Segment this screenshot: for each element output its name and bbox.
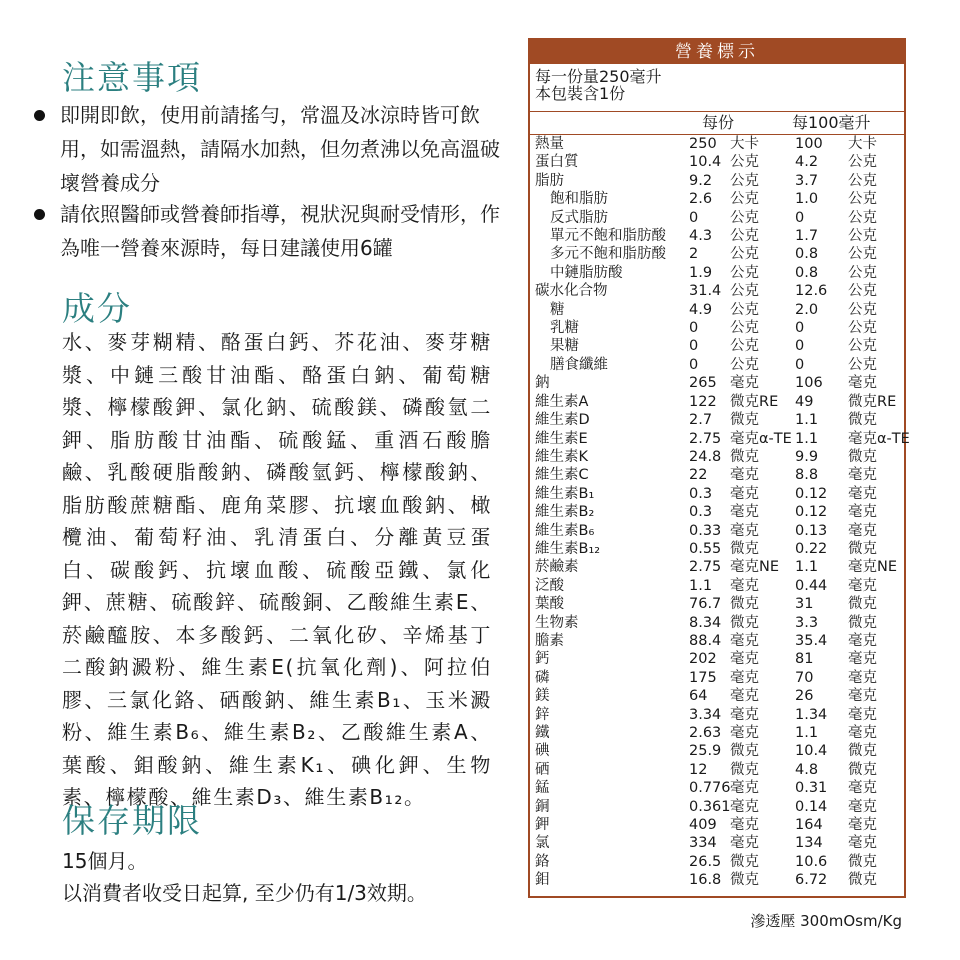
nutrition-rows — [530, 135, 910, 890]
nutrient-name: 磷 — [535, 669, 550, 686]
per-100ml-value: 1.7 — [795, 228, 819, 245]
notes-heading: 注意事項 — [62, 58, 202, 97]
nutrient-row — [530, 466, 904, 484]
per-serving-value: 25.9 — [689, 743, 722, 760]
nutrient-row — [530, 614, 904, 632]
per-100ml-unit: 微克 — [848, 743, 877, 760]
per-serving-unit: 毫克NE — [730, 559, 780, 576]
per-100ml-value: 0 — [795, 356, 805, 373]
ingredients-text: 水、麥芽糊精、酪蛋白鈣、芥花油、麥芽糖漿、中鏈三酸甘油酯、酪蛋白鈉、葡萄糖漿、檸檬酸鉀、氯化鈉、硫酸鎂、磷酸氫二鉀、脂肪酸甘油酯、硫酸錳、重酒石酸膽鹼、乳酸硬脂酸鈉、磷酸氫鈣、檸檬酸鈉、脂肪酸蔗糖酯、鹿角菜膠、抗壞血酸鈉、橄欖油、葡萄籽油、乳清蛋白、分離黃豆蛋白、碳酸鈣、抗壞血酸、硫酸亞鐵、氯化鉀、蔗糖、硫酸鋅、硫酸銅、乙酸維生素E、菸鹼醯胺、本多酸鈣、二氧化矽、辛烯基丁二酸鈉澱粉、維生素E(抗氧化劑)、阿拉伯膠、三氯化鉻、硒酸鈉、維生素B₁、玉米澱粉、維生素B₆、維生素B₂、乙酸維生素A、葉酸、鉬酸鈉、維生素K₁、碘化鉀、生物素、檸檬酸、維生素D₃、維生素B₁₂。 — [62, 330, 492, 809]
per-100ml-unit: 公克 — [848, 246, 877, 263]
per-100ml-unit: 微克 — [848, 614, 877, 631]
per-100ml-unit: 毫克 — [848, 651, 877, 668]
per-serving-value: 175 — [689, 669, 717, 686]
per-serving-value: 3.34 — [689, 706, 722, 723]
nutrient-row — [530, 669, 904, 687]
nutrient-row — [530, 798, 904, 816]
shelf-life-line-1: 15個月。 — [62, 849, 148, 873]
per-serving-value: 409 — [689, 817, 717, 834]
per-serving-unit: 毫克 — [730, 817, 759, 834]
per-100ml-unit: 毫克 — [848, 780, 877, 797]
per-100ml-value: 106 — [795, 375, 823, 392]
per-serving-value: 2.6 — [689, 191, 713, 208]
nutrient-row — [530, 687, 904, 705]
per-100ml-unit: 微克 — [848, 872, 877, 889]
per-100ml-unit: 毫克α-TE — [848, 430, 910, 447]
per-100ml-value: 6.72 — [795, 872, 828, 889]
nutrient-name: 飽和脂肪 — [550, 191, 608, 208]
nutrient-name: 維生素B₆ — [535, 522, 595, 539]
nutrient-row — [530, 190, 904, 208]
per-serving-unit: 毫克 — [730, 651, 759, 668]
nutrient-name: 維生素K — [535, 448, 589, 465]
bullet-dot-icon — [34, 110, 45, 121]
per-100ml-value: 0 — [795, 320, 805, 337]
per-100ml-value: 0 — [795, 338, 805, 355]
nutrient-row — [530, 724, 904, 742]
nutrient-row — [530, 448, 904, 466]
per-serving-unit: 公克 — [730, 283, 759, 300]
nutrient-name: 糖 — [550, 301, 565, 318]
nutrient-name: 鉀 — [535, 817, 550, 834]
per-100ml-unit: 微克 — [848, 540, 877, 557]
per-serving-value: 2.75 — [689, 430, 722, 447]
nutrient-name: 蛋白質 — [535, 154, 579, 171]
per-serving-value: 0.3 — [689, 485, 713, 502]
per-serving-unit: 毫克 — [730, 467, 759, 484]
per-100ml-unit: 毫克 — [848, 835, 877, 852]
per-100ml-unit: 微克 — [848, 448, 877, 465]
per-100ml-unit: 毫克 — [848, 669, 877, 686]
per-serving-value: 334 — [689, 835, 717, 852]
nutrient-name: 果糖 — [550, 338, 579, 355]
nutrient-name: 鈣 — [535, 651, 550, 668]
per-100ml-unit: 公克 — [848, 172, 877, 189]
nutrient-name: 菸鹼素 — [535, 559, 579, 576]
notes-bullet-1 — [34, 98, 504, 200]
nutrient-name: 維生素B₁ — [535, 485, 595, 502]
per-serving-value: 16.8 — [689, 872, 722, 889]
servings-per-pack: 本包裝含1份 — [535, 84, 626, 103]
notes-bullet-text: 即開即飲，使用前請搖勻，常溫及冰涼時皆可飲用，如需溫熱，請隔水加熱，但勿煮沸以免高溫破壞營養成分 — [60, 103, 500, 195]
per-serving-unit: 毫克 — [730, 835, 759, 852]
per-serving-unit: 公克 — [730, 228, 759, 245]
per-serving-value: 2.7 — [689, 412, 713, 429]
nutrient-name: 單元不飽和脂肪酸 — [550, 228, 666, 245]
nutrient-row — [530, 577, 904, 595]
per-serving-value: 2.63 — [689, 725, 722, 741]
per-100ml-unit: 毫克NE — [848, 559, 898, 576]
per-100ml-value: 1.1 — [795, 725, 819, 741]
per-100ml-value: 31 — [795, 596, 814, 613]
per-100ml-value: 10.4 — [795, 743, 828, 760]
per-serving-unit: 微克 — [730, 743, 759, 760]
per-100ml-unit: 毫克 — [848, 375, 877, 392]
per-serving-unit: 毫克 — [730, 504, 759, 521]
per-100ml-value: 70 — [795, 669, 814, 686]
nutrient-name: 鎂 — [535, 688, 550, 705]
nutrient-row — [530, 135, 904, 153]
per-100ml-value: 0.31 — [795, 780, 828, 797]
per-100ml-unit: 微克RE — [848, 393, 897, 410]
nutrient-name: 鉬 — [535, 872, 550, 889]
per-serving-value: 12 — [689, 761, 708, 778]
per-100ml-unit: 公克 — [848, 283, 877, 300]
nutrient-name: 泛酸 — [535, 577, 564, 594]
per-serving-value: 250 — [689, 136, 717, 152]
per-100ml-unit: 公克 — [848, 154, 877, 171]
per-100ml-value: 0.8 — [795, 264, 819, 281]
per-100ml-value: 0.12 — [795, 485, 828, 502]
nutrient-name: 中鏈脂肪酸 — [550, 264, 623, 281]
per-serving-value: 202 — [689, 651, 717, 668]
per-serving-unit: 毫克 — [730, 375, 759, 392]
nutrient-row — [530, 485, 904, 503]
per-100ml-value: 0.12 — [795, 504, 828, 521]
per-serving-value: 64 — [689, 688, 708, 705]
per-100ml-value: 134 — [795, 835, 823, 852]
per-serving-unit: 公克 — [730, 320, 759, 337]
nutrient-name: 維生素E — [535, 430, 588, 447]
nutrient-row — [530, 209, 904, 227]
per-100ml-value: 9.9 — [795, 448, 819, 465]
nutrient-name: 碳水化合物 — [535, 283, 608, 300]
nutrient-name: 硒 — [535, 761, 550, 778]
nutrient-row — [530, 245, 904, 263]
per-serving-value: 2.75 — [689, 559, 722, 576]
per-serving-value: 8.34 — [689, 614, 722, 631]
per-serving-unit: 毫克 — [730, 780, 759, 797]
per-100ml-unit: 微克 — [848, 412, 877, 429]
per-serving-value: 1.9 — [689, 264, 713, 281]
nutrient-row — [530, 374, 904, 392]
per-serving-value: 0.55 — [689, 540, 722, 557]
per-100ml-unit: 毫克 — [848, 522, 877, 539]
col-per-100ml: 每100毫升 — [792, 113, 871, 132]
per-100ml-value: 164 — [795, 817, 823, 834]
nutrient-row — [530, 522, 904, 540]
per-100ml-value: 4.8 — [795, 761, 819, 778]
per-serving-unit: 微克 — [730, 853, 759, 870]
per-serving-unit: 公克 — [730, 172, 759, 189]
nutrient-row — [530, 853, 904, 871]
nutrient-name: 鐵 — [535, 725, 550, 741]
nutrition-facts-panel — [528, 38, 910, 898]
nutrient-name: 葉酸 — [535, 596, 564, 613]
per-100ml-unit: 大卡 — [848, 136, 877, 152]
per-serving-value: 76.7 — [689, 596, 722, 613]
per-100ml-value: 35.4 — [795, 632, 828, 649]
per-serving-unit: 微克 — [730, 540, 759, 557]
bullet-dot-icon — [34, 209, 45, 220]
per-serving-value: 0 — [689, 320, 699, 337]
nutrient-name: 膳食纖維 — [550, 356, 608, 373]
per-100ml-unit: 公克 — [848, 191, 877, 208]
serving-size: 每一份量250毫升 — [535, 67, 662, 86]
nutrient-row — [530, 503, 904, 521]
per-100ml-value: 1.1 — [795, 559, 819, 576]
nutrient-name: 膽素 — [535, 632, 564, 649]
per-100ml-unit: 公克 — [848, 320, 877, 337]
per-100ml-value: 1.34 — [795, 706, 828, 723]
per-serving-value: 2 — [689, 246, 699, 263]
nutrition-title: 營養標示 — [530, 40, 904, 64]
per-100ml-value: 81 — [795, 651, 814, 668]
per-100ml-value: 2.0 — [795, 301, 819, 318]
nutrient-name: 碘 — [535, 743, 550, 760]
per-serving-value: 1.1 — [689, 577, 713, 594]
nutrient-name: 銅 — [535, 798, 550, 815]
nutrient-row — [530, 779, 904, 797]
nutrient-name: 維生素B₂ — [535, 504, 595, 521]
nutrient-row — [530, 430, 910, 448]
nutrient-row — [530, 540, 904, 558]
nutrient-name: 鋅 — [535, 706, 550, 723]
per-serving-unit: 公克 — [730, 191, 759, 208]
per-serving-value: 0.3 — [689, 504, 713, 521]
per-100ml-value: 0.8 — [795, 246, 819, 263]
per-serving-unit: 微克 — [730, 412, 759, 429]
per-100ml-unit: 公克 — [848, 209, 877, 226]
per-100ml-value: 3.3 — [795, 614, 819, 631]
serving-info — [530, 64, 904, 112]
nutrient-row — [530, 816, 904, 834]
per-100ml-unit: 毫克 — [848, 817, 877, 834]
nutrient-row — [530, 742, 904, 760]
per-100ml-unit: 毫克 — [848, 467, 877, 484]
notes-bullet-2 — [34, 197, 504, 265]
per-100ml-unit: 毫克 — [848, 688, 877, 705]
per-serving-value: 0 — [689, 338, 699, 355]
per-serving-value: 4.3 — [689, 228, 713, 245]
nutrient-row — [530, 319, 904, 337]
nutrient-row — [530, 595, 904, 613]
nutrient-row — [530, 337, 904, 355]
per-100ml-unit: 毫克 — [848, 577, 877, 594]
nutrient-row — [530, 356, 904, 374]
per-serving-value: 10.4 — [689, 154, 722, 171]
per-serving-unit: 毫克 — [730, 577, 759, 594]
per-serving-value: 265 — [689, 375, 717, 392]
per-100ml-value: 8.8 — [795, 467, 819, 484]
per-serving-value: 0 — [689, 356, 699, 373]
per-100ml-value: 0.22 — [795, 540, 828, 557]
nutrient-name: 乳糖 — [550, 320, 579, 337]
nutrient-row — [530, 411, 904, 429]
nutrient-name: 反式脂肪 — [550, 209, 608, 226]
per-100ml-unit: 毫克 — [848, 798, 877, 815]
nutrient-name: 多元不飽和脂肪酸 — [550, 246, 666, 263]
nutrient-row — [530, 172, 904, 190]
per-serving-unit: 公克 — [730, 246, 759, 263]
per-100ml-value: 1.1 — [795, 430, 819, 447]
per-serving-unit: 毫克 — [730, 632, 759, 649]
per-serving-value: 122 — [689, 393, 717, 410]
shelf-life-line-2: 以消費者收受日起算, 至少仍有1/3效期。 — [62, 881, 427, 905]
nutrient-name: 熱量 — [535, 136, 564, 152]
nutrient-row — [530, 153, 904, 171]
per-100ml-unit: 微克 — [848, 596, 877, 613]
per-serving-value: 0 — [689, 209, 699, 226]
per-serving-unit: 微克 — [730, 448, 759, 465]
nutrient-row — [530, 706, 904, 724]
per-serving-unit: 大卡 — [730, 136, 759, 152]
osmolality: 滲透壓 300mOsm/Kg — [750, 912, 902, 930]
notes-bullet-text: 請依照醫師或營養師指導，視狀況與耐受情形，作為唯一營養來源時，每日建議使用6罐 — [60, 202, 500, 260]
per-serving-value: 0.361 — [689, 798, 731, 815]
nutrient-name: 維生素A — [535, 393, 589, 410]
per-100ml-unit: 毫克 — [848, 706, 877, 723]
per-100ml-value: 0.14 — [795, 798, 828, 815]
per-100ml-unit: 公克 — [848, 301, 877, 318]
per-100ml-unit: 公克 — [848, 264, 877, 281]
nutrient-name: 維生素D — [535, 412, 590, 429]
per-serving-value: 88.4 — [689, 632, 722, 649]
per-100ml-value: 3.7 — [795, 172, 819, 189]
per-100ml-value: 100 — [795, 136, 823, 152]
nutrient-row — [530, 558, 904, 576]
per-100ml-value: 0 — [795, 209, 805, 226]
per-100ml-value: 12.6 — [795, 283, 828, 300]
per-serving-value: 26.5 — [689, 853, 722, 870]
per-serving-value: 31.4 — [689, 283, 722, 300]
per-serving-value: 9.2 — [689, 172, 713, 189]
per-serving-unit: 毫克 — [730, 725, 759, 741]
nutrient-name: 鈉 — [535, 375, 550, 392]
per-serving-unit: 公克 — [730, 264, 759, 281]
per-100ml-value: 26 — [795, 688, 814, 705]
nutrient-row — [530, 227, 904, 245]
per-serving-unit: 毫克 — [730, 669, 759, 686]
per-serving-value: 4.9 — [689, 301, 713, 318]
per-100ml-unit: 微克 — [848, 853, 877, 870]
per-100ml-unit: 微克 — [848, 761, 877, 778]
col-per-serving: 每份 — [702, 113, 735, 132]
per-serving-unit: 微克 — [730, 872, 759, 889]
shelf-life-heading: 保存期限 — [62, 801, 202, 840]
nutrient-name: 鉻 — [535, 853, 550, 870]
nutrient-name: 脂肪 — [535, 172, 564, 189]
per-100ml-value: 0.44 — [795, 577, 828, 594]
per-serving-unit: 毫克α-TE — [730, 430, 792, 447]
per-100ml-unit: 毫克 — [848, 632, 877, 649]
nutrient-row — [530, 264, 904, 282]
per-100ml-unit: 毫克 — [848, 485, 877, 502]
per-100ml-unit: 公克 — [848, 228, 877, 245]
nutrient-row — [530, 282, 904, 300]
nutrient-name: 氯 — [535, 835, 550, 852]
per-serving-unit: 公克 — [730, 301, 759, 318]
per-serving-value: 0.776 — [689, 780, 731, 797]
per-100ml-value: 10.6 — [795, 853, 828, 870]
column-headers — [530, 112, 904, 135]
per-serving-unit: 公克 — [730, 209, 759, 226]
nutrient-name: 錳 — [535, 780, 550, 797]
per-100ml-value: 0.13 — [795, 522, 828, 539]
per-100ml-value: 49 — [795, 393, 814, 410]
per-100ml-value: 4.2 — [795, 154, 819, 171]
per-serving-unit: 公克 — [730, 356, 759, 373]
per-serving-value: 0.33 — [689, 522, 722, 539]
per-serving-unit: 毫克 — [730, 485, 759, 502]
per-serving-unit: 毫克 — [730, 522, 759, 539]
per-serving-value: 22 — [689, 467, 708, 484]
nutrient-row — [530, 301, 904, 319]
per-serving-unit: 微克 — [730, 761, 759, 778]
per-serving-unit: 毫克 — [730, 798, 759, 815]
per-100ml-unit: 毫克 — [848, 504, 877, 521]
nutrient-row — [530, 761, 904, 779]
per-serving-value: 24.8 — [689, 448, 722, 465]
per-100ml-value: 1.1 — [795, 412, 819, 429]
per-100ml-value: 1.0 — [795, 191, 819, 208]
per-serving-unit: 毫克 — [730, 688, 759, 705]
ingredients-heading: 成分 — [62, 289, 132, 328]
nutrient-row — [530, 650, 904, 668]
nutrient-name: 維生素B₁₂ — [535, 540, 601, 557]
nutrient-name: 維生素C — [535, 467, 589, 484]
per-serving-unit: 公克 — [730, 338, 759, 355]
nutrient-row — [530, 834, 904, 852]
nutrient-row — [530, 871, 904, 889]
nutrient-row — [530, 393, 904, 411]
per-100ml-unit: 毫克 — [848, 725, 877, 741]
per-serving-unit: 微克 — [730, 614, 759, 631]
per-100ml-unit: 公克 — [848, 338, 877, 355]
per-serving-unit: 微克 — [730, 596, 759, 613]
nutrient-row — [530, 632, 904, 650]
per-serving-unit: 毫克 — [730, 706, 759, 723]
nutrient-name: 生物素 — [535, 614, 579, 631]
per-serving-unit: 公克 — [730, 154, 759, 171]
per-serving-unit: 微克RE — [730, 393, 779, 410]
per-100ml-unit: 公克 — [848, 356, 877, 373]
